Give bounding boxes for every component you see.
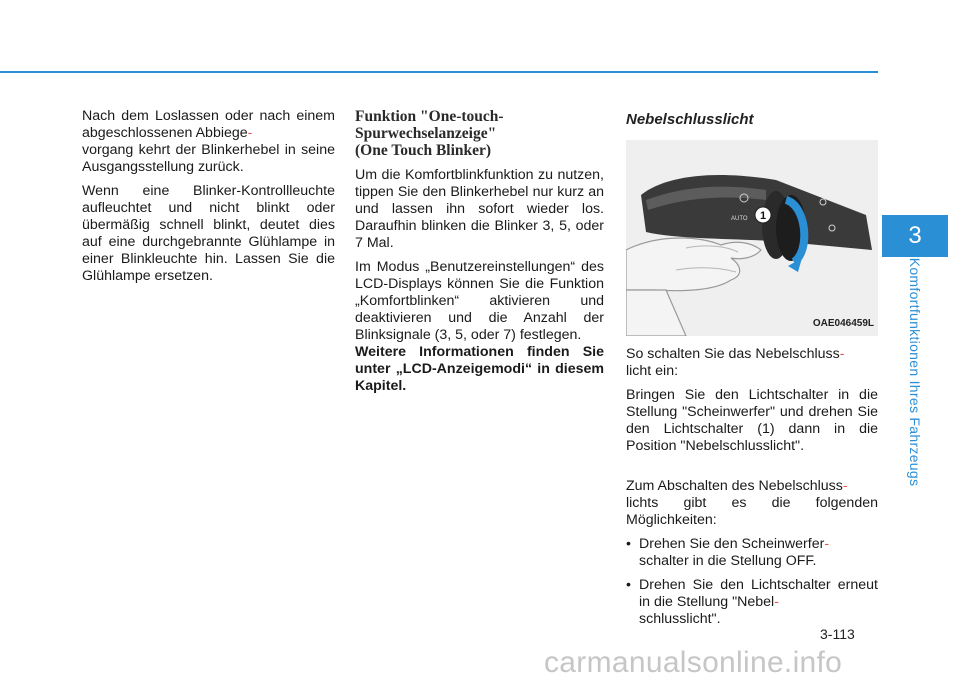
option-list — [626, 536, 878, 628]
paragraph: Nach dem Loslassen oder nach einem abgeschlossenen Abbiege- vorgang kehrt der Blinkerhebel in seine Ausgangsstellung zurück. — [82, 108, 335, 175]
section-heading: Nebelschlusslicht — [626, 111, 754, 128]
column-right — [626, 108, 878, 635]
paragraph: Zum Abschalten des Nebelschluss- lichts gibt es die folgenden Möglichkeiten: — [626, 478, 878, 528]
fog-light-switch-illustration — [626, 140, 878, 336]
chapter-number-tab: 3 — [882, 215, 948, 257]
auto-label: AUTO — [731, 216, 748, 222]
watermark: carmanualsonline.info — [544, 646, 843, 679]
cross-reference: Weitere Informationen finden Sie unter „LCD-Anzeigemodi“ in diesem Kapitel. — [355, 344, 604, 394]
top-rule — [0, 71, 878, 73]
paragraph: Wenn eine Blinker-Kontrollleuchte aufleuchtet und nicht blinkt oder übermäßig schnell blinkt, deutet dies auf eine durchgebrannte Glühlampe in einer Blinkleuchte hin. Lassen Sie die Glühlampe ersetzen. — [82, 183, 335, 284]
paragraph: Bringen Sie den Lichtschalter in die Stellung "Scheinwerfer" und drehen Sie den Lichtschalter (1) dann in die Position "Nebelschlusslicht". — [626, 387, 878, 454]
paragraph: So schalten Sie das Nebelschluss- licht ein: — [626, 346, 845, 379]
figure-code: OAE046459L — [812, 318, 874, 329]
list-item: • Drehen Sie den Scheinwerfer- schalter in die Stellung OFF. — [626, 536, 878, 570]
column-middle — [355, 108, 604, 402]
paragraph: Im Modus „Benutzereinstellungen“ des LCD-Displays können Sie die Funktion „Komfortblinken“ aktivieren und deaktivieren und die Anzahl der Blinksignale (3, 5, oder 7) festlegen. Weitere Informationen finden Sie unter „LCD-Anzeigemodi“ in diesem Kapitel. — [355, 259, 604, 394]
page-number: 3-113 — [820, 626, 855, 642]
section-heading: Funktion "One-touch- Spurwechselanzeige" (One Touch Blinker) — [355, 108, 504, 159]
list-item: • Drehen Sie den Lichtschalter erneut in die Stellung "Nebel- schlusslicht". — [626, 577, 878, 628]
paragraph: Um die Komfortblinkfunktion zu nutzen, tippen Sie den Blinkerhebel nur kurz an und lassen ihn sofort wieder los. Daraufhin blinken die Blinker 3, 5, oder 7 Mal. — [355, 167, 604, 251]
light-switch-figure — [626, 140, 878, 336]
chapter-title: Komfortfunktionen Ihres Fahrzeugs — [907, 257, 923, 487]
column-left — [82, 108, 335, 292]
callout-label: 1 — [759, 210, 767, 222]
